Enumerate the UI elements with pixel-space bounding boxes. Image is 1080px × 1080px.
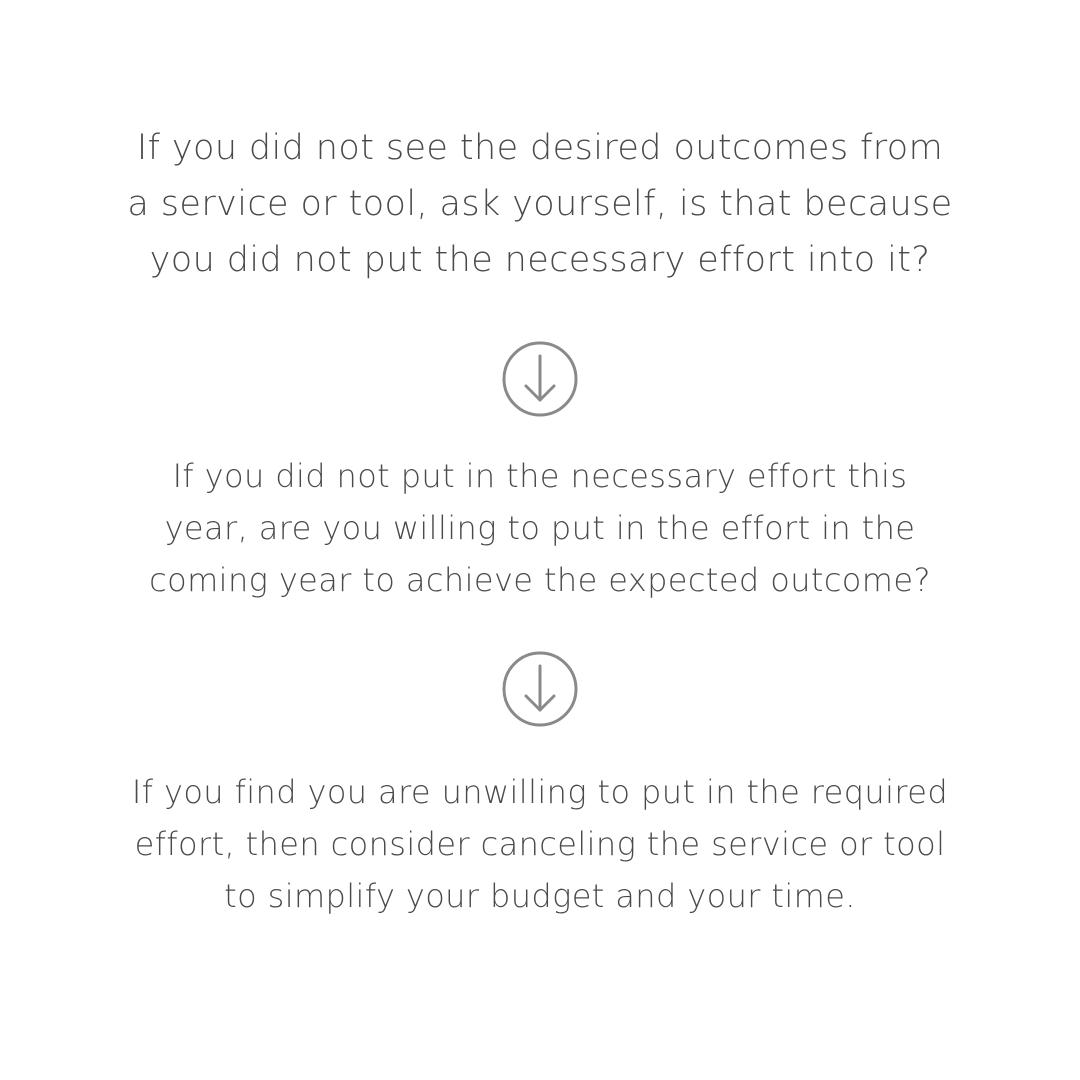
advice-paragraph-3 — [0, 766, 1080, 922]
paragraph-line: a service or tool, ask yourself, is that because — [127, 184, 953, 224]
paragraph-line: coming year to achieve the expected outcome? — [149, 561, 931, 599]
paragraph-line: you did not put the necessary effort into it? — [149, 240, 931, 280]
paragraph-line: to simplify your budget and your time. — [224, 877, 856, 915]
question-paragraph-1 — [0, 120, 1080, 288]
paragraph-line: If you did not see the desired outcomes from — [136, 128, 944, 168]
paragraph-line: effort, then consider canceling the service or tool — [134, 825, 946, 863]
question-paragraph-2 — [0, 450, 1080, 606]
arrow-down-circle-icon — [501, 650, 579, 728]
paragraph-line: year, are you willing to put in the effort in the — [164, 509, 916, 547]
arrow-down-circle-icon — [501, 340, 579, 418]
paragraph-line: If you did not put in the necessary effort this — [172, 457, 908, 495]
paragraph-line: If you find you are unwilling to put in the required — [131, 773, 949, 811]
